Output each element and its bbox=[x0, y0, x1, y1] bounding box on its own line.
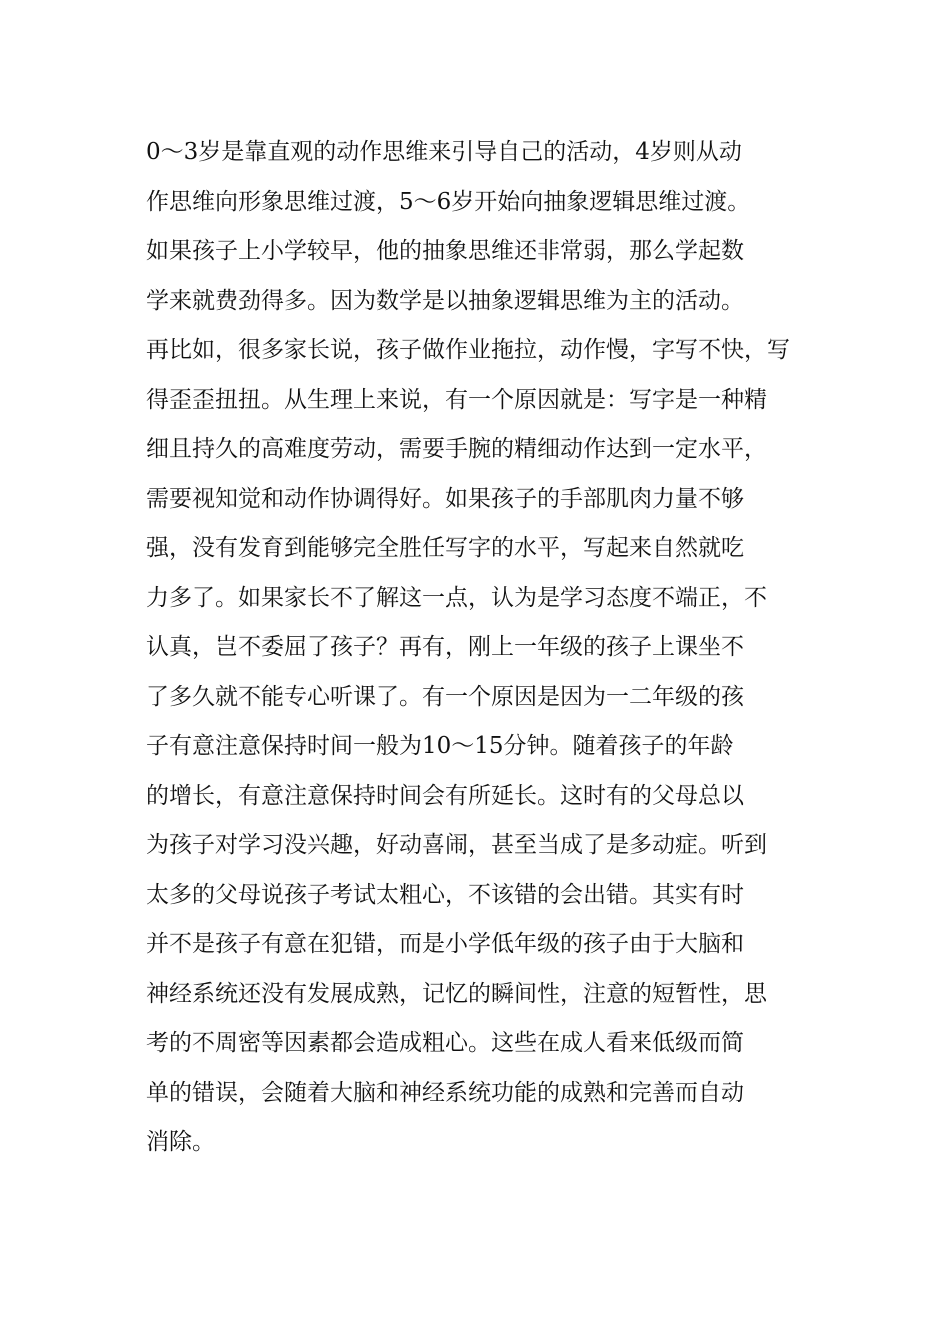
text-line: 的增长，有意注意保持时间会有所延长。这时有的父母总以 bbox=[146, 782, 744, 809]
text-line: 单的错误，会随着大脑和神经系统功能的成熟和完善而自动 bbox=[146, 1079, 744, 1106]
text-line: 神经系统还没有发展成熟，记忆的瞬间性，注意的短暂性，思 bbox=[146, 980, 767, 1007]
text-line: 学来就费劲得多。因为数学是以抽象逻辑思维为主的活动。 bbox=[146, 287, 744, 314]
text-line: 为孩子对学习没兴趣，好动喜闹，甚至当成了是多动症。听到 bbox=[146, 832, 767, 858]
text-line: 认真，岂不委屈了孩子？再有，刚上一年级的孩子上课坐不 bbox=[146, 634, 744, 660]
text-line: 0～3岁是靠直观的动作思维来引导自己的活动，4岁则从动 bbox=[146, 139, 742, 165]
text-line: 再比如，很多家长说，孩子做作业拖拉，动作慢，字写不快，写 bbox=[146, 337, 790, 363]
text-line: 子有意注意保持时间一般为10～15分钟。随着孩子的年龄 bbox=[146, 733, 734, 759]
text-line: 了多久就不能专心听课了。有一个原因是因为一二年级的孩 bbox=[146, 683, 744, 710]
text-line: 消除。 bbox=[146, 1129, 215, 1155]
text-line: 并不是孩子有意在犯错，而是小学低年级的孩子由于大脑和 bbox=[146, 931, 744, 957]
text-line: 作思维向形象思维过渡，5～6岁开始向抽象逻辑思维过渡。 bbox=[146, 188, 751, 215]
body-paragraph bbox=[146, 128, 826, 1168]
text-line: 力多了。如果家长不了解这一点，认为是学习态度不端正，不 bbox=[146, 584, 767, 611]
text-line: 考的不周密等因素都会造成粗心。这些在成人看来低级而简 bbox=[146, 1030, 744, 1056]
text-line: 需要视知觉和动作协调得好。如果孩子的手部肌肉力量不够 bbox=[146, 485, 744, 512]
text-line: 太多的父母说孩子考试太粗心，不该错的会出错。其实有时 bbox=[146, 881, 744, 908]
text-line: 得歪歪扭扭。从生理上来说，有一个原因就是：写字是一种精 bbox=[146, 386, 767, 413]
text-line: 强，没有发育到能够完全胜任写字的水平，写起来自然就吃 bbox=[146, 535, 744, 561]
text-line: 如果孩子上小学较早，他的抽象思维还非常弱，那么学起数 bbox=[146, 238, 744, 264]
text-line: 细且持久的高难度劳动，需要手腕的精细动作达到一定水平， bbox=[146, 436, 767, 462]
